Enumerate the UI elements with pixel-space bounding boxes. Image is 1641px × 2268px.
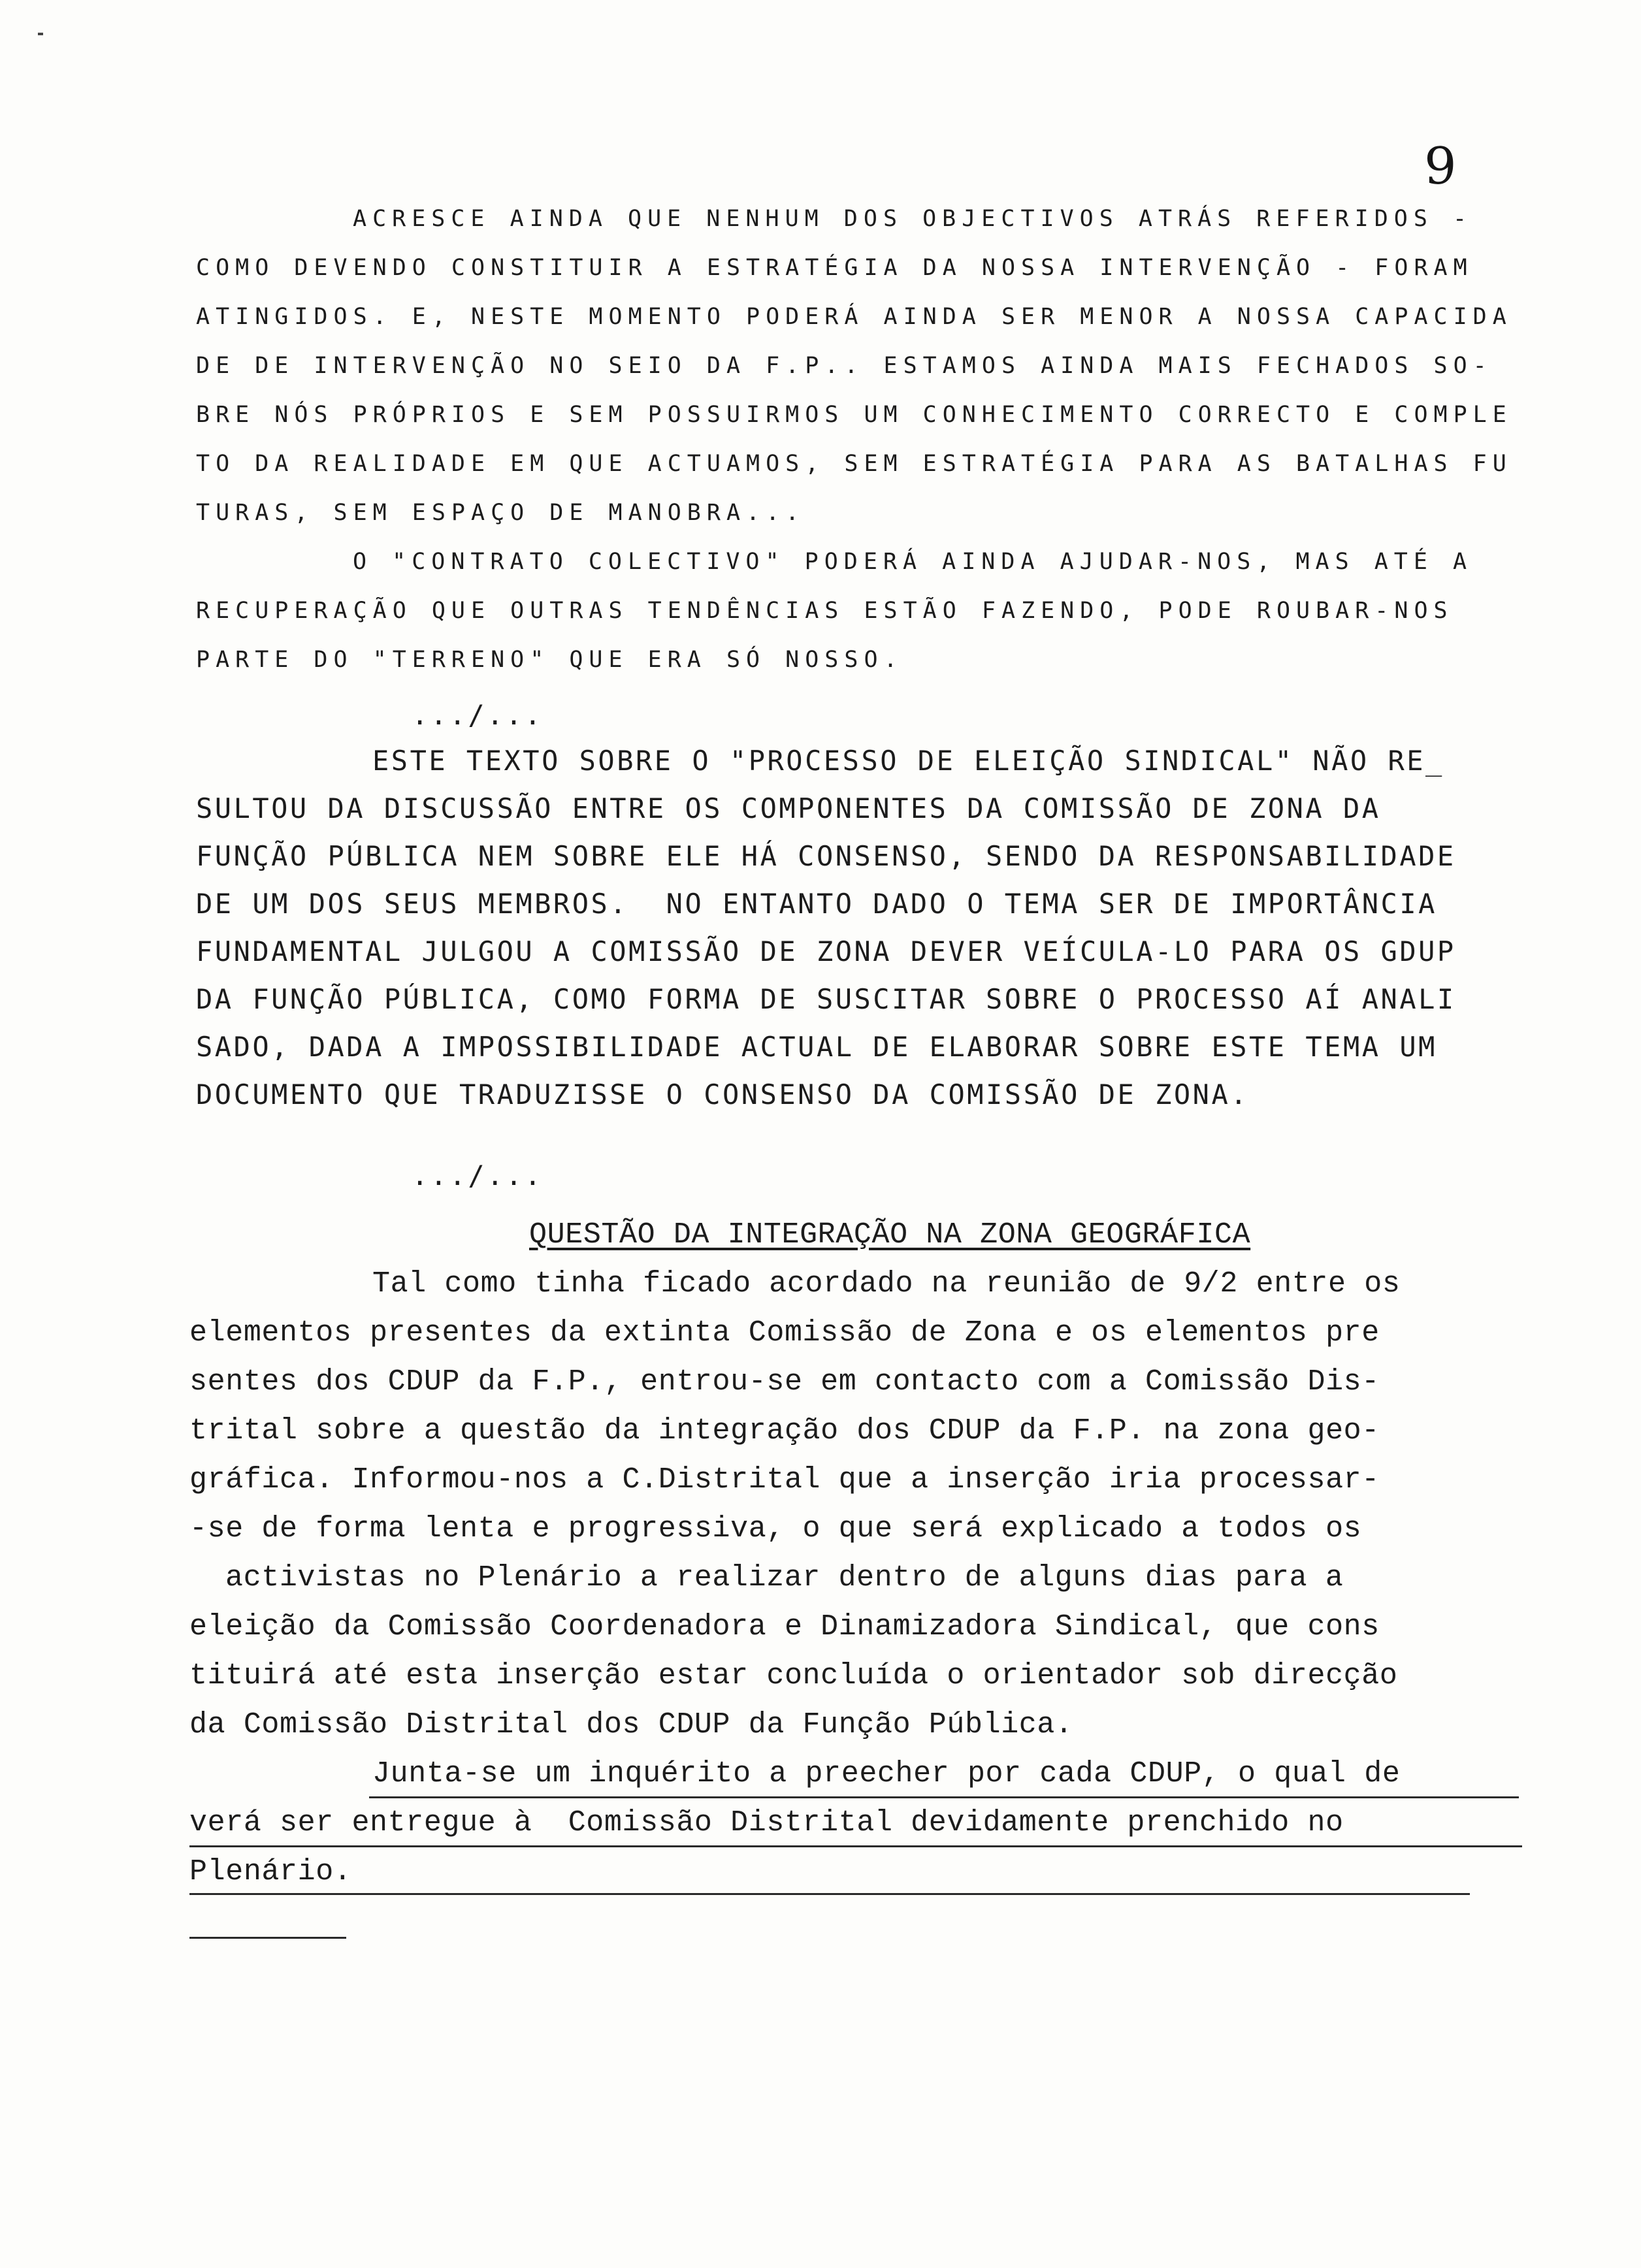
section1-line-6: TO DA REALIDADE EM QUE ACTUAMOS, SEM ESTRATÉGIA PARA AS BATALHAS FU [196, 451, 1512, 477]
section3-line-5: gráfica. Informou-nos a C.Distrital que a inserção iria processar- [189, 1463, 1380, 1497]
section1-line-10: PARTE DO "TERRENO" QUE ERA SÓ NOSSO. [196, 647, 903, 673]
section2-line-8: DOCUMENTO QUE TRADUZISSE O CONSENSO DA COMISSÃO DE ZONA. [196, 1078, 1250, 1110]
underline-2 [189, 1845, 1522, 1847]
scan-speck [38, 33, 43, 35]
section2-line-6: DA FUNÇÃO PÚBLICA, COMO FORMA DE SUSCITAR SOBRE O PROCESSO AÍ ANALI [196, 983, 1456, 1015]
separator-1: .../... [412, 699, 544, 731]
section1-line-5: BRE NÓS PRÓPRIOS E SEM POSSUIRMOS UM CONHECIMENTO CORRECTO E COMPLE [196, 402, 1512, 428]
underline-1 [369, 1796, 1519, 1798]
section2-line-7: SADO, DADA A IMPOSSIBILIDADE ACTUAL DE ELABORAR SOBRE ESTE TEMA UM [196, 1031, 1437, 1063]
section1-line-3: ATINGIDOS. E, NESTE MOMENTO PODERÁ AINDA SER MENOR A NOSSA CAPACIDA [196, 304, 1512, 330]
separator-2: .../... [412, 1159, 544, 1191]
page-number: 9 [1424, 137, 1457, 196]
section1-line-8: O "CONTRATO COLECTIVO" PODERÁ AINDA AJUDAR-NOS, MAS ATÉ A [353, 549, 1473, 575]
section3-line-9: tituirá até esta inserção estar concluída o orientador sob direcção [189, 1659, 1398, 1693]
section2-line-4: DE UM DOS SEUS MEMBROS. NO ENTANTO DADO O TEMA SER DE IMPORTÂNCIA [196, 888, 1437, 920]
section1-line-1: ACRESCE AINDA QUE NENHUM DOS OBJECTIVOS ATRÁS REFERIDOS - [353, 206, 1473, 232]
section3-line-3: sentes dos CDUP da F.P., entrou-se em contacto com a Comissão Dis- [189, 1365, 1380, 1399]
section3-line-10: da Comissão Distrital dos CDUP da Função Pública. [189, 1708, 1073, 1742]
underline-4 [189, 1937, 346, 1939]
section2-line-1: ESTE TEXTO SOBRE O "PROCESSO DE ELEIÇÃO SINDICAL" NÃO RE_ [372, 745, 1444, 777]
section3-line-1: Tal como tinha ficado acordado na reunião de 9/2 entre os [372, 1267, 1401, 1301]
section3-line-13: Plenário. [189, 1855, 352, 1888]
section2-line-5: FUNDAMENTAL JULGOU A COMISSÃO DE ZONA DEVER VEÍCULA-LO PARA OS GDUP [196, 935, 1456, 967]
section3-title: QUESTÃO DA INTEGRAÇÃO NA ZONA GEOGRÁFICA [529, 1218, 1251, 1252]
section3-line-7: activistas no Plenário a realizar dentro de alguns dias para a [225, 1561, 1344, 1595]
section1-line-2: COMO DEVENDO CONSTITUIR A ESTRATÉGIA DA NOSSA INTERVENÇÃO - FORAM [196, 255, 1473, 281]
section2-line-2: SULTOU DA DISCUSSÃO ENTRE OS COMPONENTES DA COMISSÃO DE ZONA DA [196, 792, 1381, 824]
section3-line-12: verá ser entregue à Comissão Distrital devidamente prenchido no [189, 1806, 1344, 1839]
underline-3 [189, 1893, 1470, 1895]
section3-line-6: -se de forma lenta e progressiva, o que será explicado a todos os [189, 1512, 1362, 1546]
section2-line-3: FUNÇÃO PÚBLICA NEM SOBRE ELE HÁ CONSENSO, SENDO DA RESPONSABILIDADE [196, 840, 1456, 872]
section3-line-4: trital sobre a questão da integração dos CDUP da F.P. na zona geo- [189, 1414, 1380, 1448]
section3-line-8: eleição da Comissão Coordenadora e Dinamizadora Sindical, que cons [189, 1610, 1380, 1644]
section1-line-4: DE DE INTERVENÇÃO NO SEIO DA F.P.. ESTAMOS AINDA MAIS FECHADOS SO- [196, 353, 1493, 379]
section3-line-11: Junta-se um inquérito a preecher por cada CDUP, o qual de [372, 1757, 1401, 1790]
section1-line-7: TURAS, SEM ESPAÇO DE MANOBRA... [196, 500, 805, 526]
section3-line-2: elementos presentes da extinta Comissão de Zona e os elementos pre [189, 1316, 1380, 1350]
section1-line-9: RECUPERAÇÃO QUE OUTRAS TENDÊNCIAS ESTÃO FAZENDO, PODE ROUBAR-NOS [196, 598, 1454, 624]
